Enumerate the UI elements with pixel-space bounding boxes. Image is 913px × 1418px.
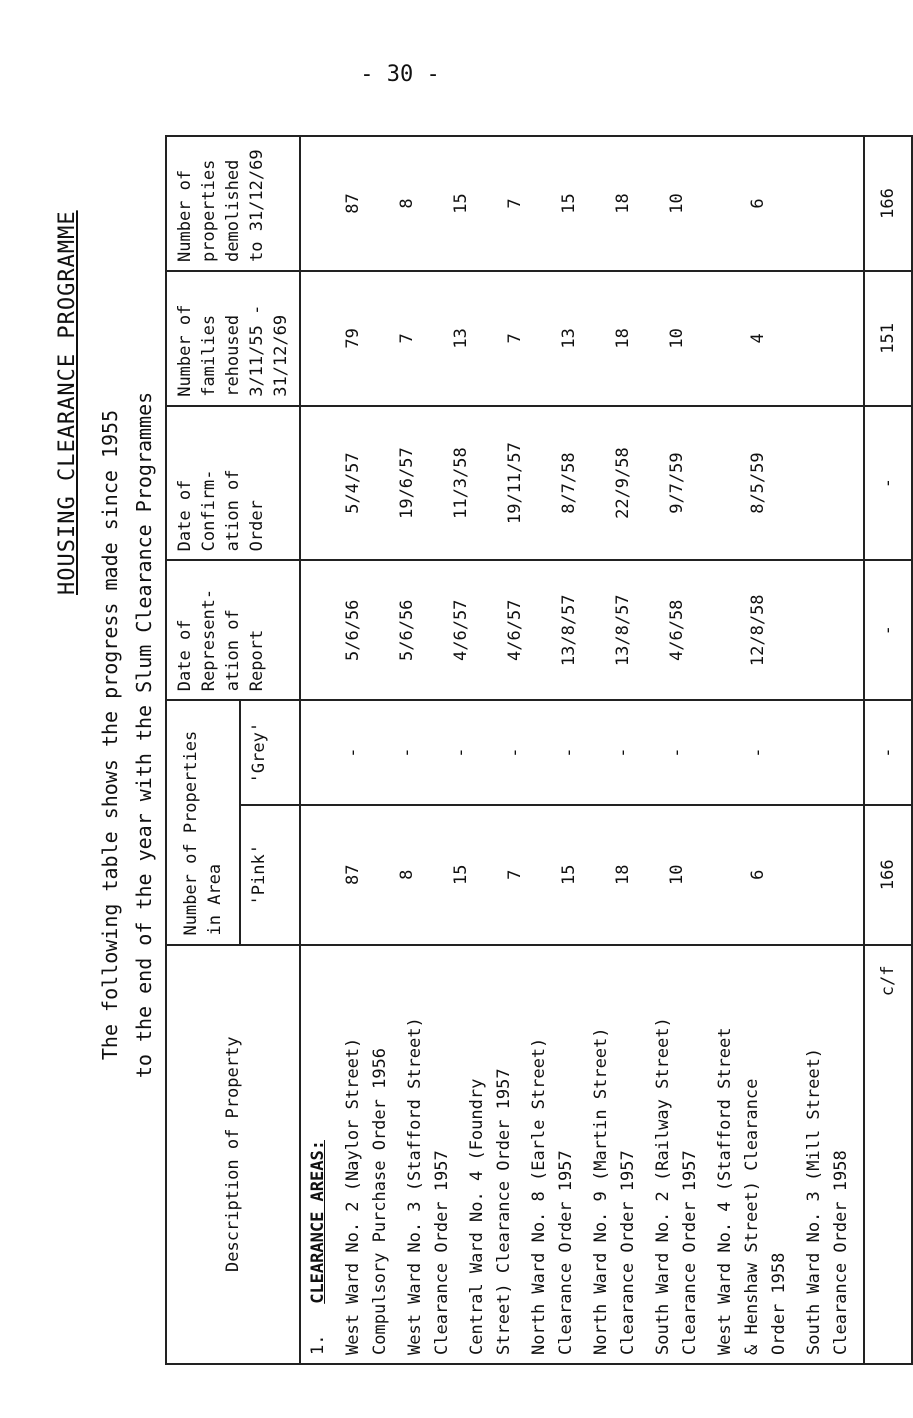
header-families-line: Number of: [175, 304, 195, 397]
description-line: Order 1958: [769, 1252, 789, 1355]
families-value: 18: [613, 328, 633, 349]
pink-value: 7: [505, 869, 525, 880]
total-date-rep: -: [864, 560, 912, 700]
intro-text: [93, 105, 161, 1365]
families-value: 13: [451, 328, 471, 349]
clearance-table: [165, 135, 913, 1365]
grey-value: -: [613, 747, 633, 758]
date-rep-value: 12/8/58: [748, 594, 768, 667]
total-demolished: 166: [864, 136, 912, 271]
description-line: Clearance Order 1957: [618, 1150, 638, 1355]
date-conf-column: [300, 406, 864, 561]
families-value: 79: [343, 328, 363, 349]
date-rep-value: 4/6/57: [505, 599, 525, 661]
header-date-conf-line: ation of: [223, 469, 243, 552]
header-demolished-line: demolished: [223, 159, 243, 262]
header-demolished: [166, 136, 300, 271]
header-row-1: [166, 136, 240, 1364]
families-value: 7: [505, 333, 525, 344]
description-line: North Ward No. 9 (Martin Street): [591, 1027, 611, 1355]
page-number: - 30 -: [360, 62, 440, 87]
total-pink: 166: [864, 805, 912, 945]
list-item: [340, 954, 394, 1355]
description-line: West Ward No. 3 (Stafford Street): [405, 1017, 425, 1355]
list-item: [402, 954, 456, 1355]
demolished-value: 15: [451, 193, 471, 214]
description-line: Clearance Order 1958: [831, 1150, 851, 1355]
demolished-value: 7: [505, 198, 525, 209]
date-rep-column: [300, 560, 864, 700]
total-date-conf: -: [864, 406, 912, 561]
pink-value: 87: [343, 864, 363, 885]
description-line: West Ward No. 2 (Naylor Street): [343, 1037, 363, 1355]
header-families-line: families: [199, 314, 219, 397]
header-families-line: 3/11/55 -: [247, 304, 267, 397]
header-demolished-line: to 31/12/69: [247, 149, 267, 262]
date-conf-value: 8/7/58: [559, 452, 579, 514]
intro-line-2: to the end of the year with the Slum Clearance Programmes: [132, 391, 156, 1079]
grey-value: -: [748, 747, 768, 758]
description-line: North Ward No. 8 (Earle Street): [529, 1037, 549, 1355]
list-item: [588, 954, 642, 1355]
demolished-value: 6: [748, 198, 768, 209]
section-heading: [305, 954, 332, 1355]
families-value: 13: [559, 328, 579, 349]
header-date-conf-line: Confirm-: [199, 469, 219, 552]
description-line: Street) Clearance Order 1957: [494, 1068, 514, 1355]
rotated-page-content: [55, 65, 898, 1365]
header-date-conf: [166, 406, 300, 561]
pink-value: 10: [667, 864, 687, 885]
header-date-rep-line: Represent-: [199, 588, 219, 692]
header-demolished-line: properties: [199, 159, 219, 262]
total-families: 151: [864, 271, 912, 406]
date-conf-value: 22/9/58: [613, 447, 633, 519]
families-value: 4: [748, 333, 768, 344]
header-pink: 'Pink': [240, 805, 300, 945]
list-item: [464, 954, 518, 1355]
grey-value: -: [667, 747, 687, 758]
carried-forward-label: [864, 945, 912, 1364]
date-conf-value: 11/3/58: [451, 447, 471, 519]
date-conf-value: 8/5/59: [748, 452, 768, 514]
header-grey: 'Grey': [240, 700, 300, 805]
section-number: 1.: [308, 1334, 328, 1355]
grey-column: [300, 700, 864, 805]
date-rep-value: 5/6/56: [343, 599, 363, 661]
pink-value: 8: [397, 869, 417, 880]
list-item: [712, 954, 793, 1355]
header-date-rep: [166, 560, 300, 700]
demolished-value: 10: [667, 193, 687, 214]
families-value: 10: [667, 328, 687, 349]
list-item: [526, 954, 580, 1355]
description-line: & Henshaw Street) Clearance: [742, 1078, 762, 1355]
date-conf-value: 5/4/57: [343, 452, 363, 514]
pink-value: 15: [559, 864, 579, 885]
total-grey: -: [864, 700, 912, 805]
pink-column: [300, 805, 864, 945]
pink-value: 6: [748, 869, 768, 880]
demolished-column: [300, 136, 864, 271]
header-date-conf-line: Date of: [175, 479, 195, 552]
carried-forward-text: c/f: [878, 965, 898, 997]
description-cell: [300, 945, 864, 1364]
grey-value: -: [505, 747, 525, 758]
demolished-value: 18: [613, 193, 633, 214]
header-description: Description of Property: [166, 945, 300, 1364]
description-line: Clearance Order 1957: [432, 1150, 452, 1355]
date-conf-value: 19/11/57: [505, 442, 525, 525]
date-conf-value: 19/6/57: [397, 447, 417, 519]
grey-value: -: [397, 747, 417, 758]
header-date-rep-line: ation of: [223, 609, 243, 692]
header-families: [166, 271, 300, 406]
page-heading: HOUSING CLEARANCE PROGRAMME: [55, 210, 80, 595]
date-conf-value: 9/7/59: [667, 452, 687, 514]
description-line: Central Ward No. 4 (Foundry: [467, 1078, 487, 1355]
header-date-rep-line: Report: [247, 629, 267, 692]
pink-value: 15: [451, 864, 471, 885]
description-line: South Ward No. 2 (Railway Street): [653, 1017, 673, 1355]
description-line: Clearance Order 1957: [556, 1150, 576, 1355]
list-item: [801, 954, 855, 1355]
header-date-rep-line: Date of: [175, 619, 195, 692]
date-rep-value: 13/8/57: [613, 594, 633, 667]
date-rep-value: 13/8/57: [559, 594, 579, 667]
header-num-properties-text: Number of Properties in Area: [181, 730, 225, 936]
header-families-line: rehoused: [223, 314, 243, 397]
date-rep-value: 5/6/56: [397, 599, 417, 661]
date-rep-value: 4/6/58: [667, 599, 687, 661]
pink-value: 18: [613, 864, 633, 885]
families-value: 7: [397, 333, 417, 344]
demolished-value: 87: [343, 193, 363, 214]
demolished-value: 15: [559, 193, 579, 214]
date-rep-value: 4/6/57: [451, 599, 471, 661]
header-date-conf-line: Order: [247, 500, 267, 552]
grey-value: -: [559, 747, 579, 758]
total-row: [864, 136, 912, 1364]
header-families-line: 31/12/69: [271, 314, 291, 397]
header-num-properties: [166, 700, 240, 944]
grey-value: -: [451, 747, 471, 758]
description-line: South Ward No. 3 (Mill Street): [804, 1047, 824, 1355]
description-line: West Ward No. 4 (Stafford Street: [715, 1027, 735, 1355]
demolished-value: 8: [397, 198, 417, 209]
grey-value: -: [343, 747, 363, 758]
families-column: [300, 271, 864, 406]
intro-line-1: The following table shows the progress made since 1955: [98, 409, 122, 1061]
header-demolished-line: Number of: [175, 169, 195, 262]
description-line: Compulsory Purchase Order 1956: [370, 1047, 390, 1355]
list-item: [650, 954, 704, 1355]
section-title: CLEARANCE AREAS:: [308, 1140, 328, 1304]
description-line: Clearance Order 1957: [680, 1150, 700, 1355]
table-body-row: [300, 136, 864, 1364]
